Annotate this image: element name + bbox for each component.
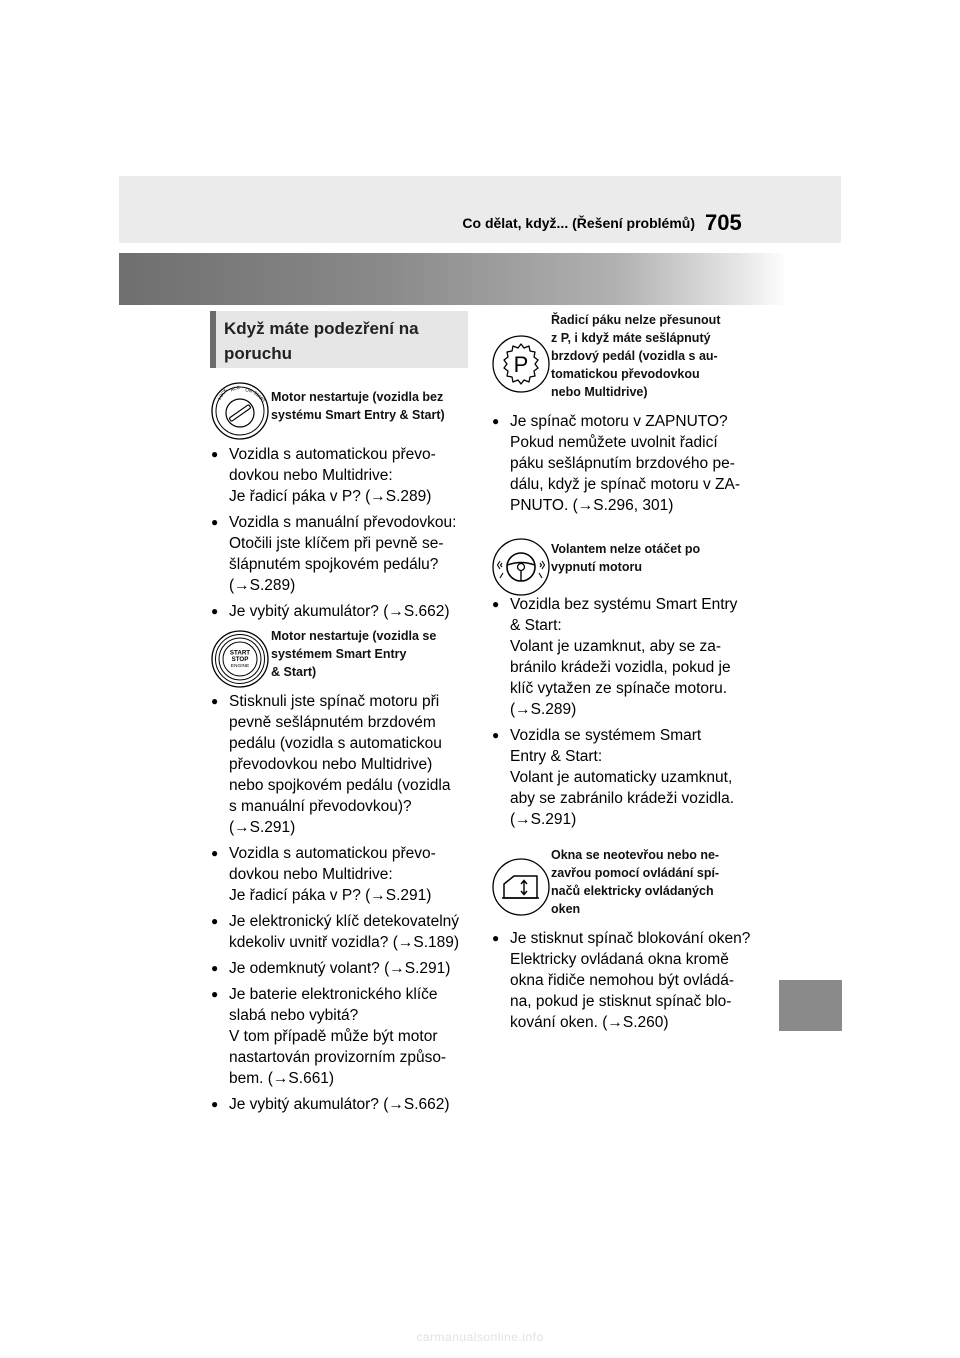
subhead-no-start-with-smart-entry: [271, 627, 471, 681]
subhead-line: tomatickou převodovkou: [551, 367, 700, 381]
ignition-key-icon: [210, 381, 270, 441]
chapter-side-tab: [779, 980, 842, 1031]
list-item: [211, 911, 471, 953]
section-heading-line: poruchu: [224, 344, 292, 363]
stop-label: STOP: [231, 656, 249, 663]
steering-wheel-lock-icon: [491, 537, 551, 597]
subhead-steering-wheel-locked: [551, 540, 761, 576]
list-item-line: Entry & Start:: [510, 748, 603, 765]
list-item-line: nebo spojkovém pedálu (vozidla: [229, 777, 451, 794]
subhead-line: zavřou pomocí ovládání spí-: [551, 866, 720, 880]
bullet-list: [492, 411, 762, 521]
list-item-line: (→S.289): [229, 577, 296, 594]
start-label: START: [229, 649, 251, 657]
list-item: [211, 691, 471, 838]
list-item-line: (→S.291): [510, 811, 577, 828]
list-item-line: aby se zabránilo krádeži vozidla.: [510, 790, 735, 807]
list-item-line: V tom případě může být motor: [229, 1028, 438, 1045]
subhead-line: systému Smart Entry & Start): [271, 408, 445, 422]
list-item: [211, 512, 471, 596]
subhead-windows-not-working: [551, 846, 761, 918]
list-item-line: bem. (→S.661): [229, 1070, 335, 1087]
power-window-icon: [491, 857, 551, 917]
list-item-line: (→S.289): [510, 701, 577, 718]
list-item-line: dovkou nebo Multidrive:: [229, 866, 393, 883]
subhead-line: brzdový pedál (vozidla s au-: [551, 349, 718, 363]
engine-label: ENGINE: [230, 664, 250, 669]
page-header-title: Co dělat, když... (Řešení problémů): [462, 215, 695, 231]
list-item-line: Je řadicí páka v P? (→S.289): [229, 488, 432, 505]
page-number: 705: [705, 210, 742, 235]
list-item-line: páku sešlápnutím brzdového pe-: [510, 455, 735, 472]
list-item: [211, 984, 471, 1089]
list-item-line: s manuální převodovkou)?: [229, 798, 412, 815]
bullet-list: [211, 691, 471, 1120]
bullet-list: [211, 444, 471, 627]
bullet-list: [492, 594, 762, 835]
list-item-line: ● Vozidla se systémem Smart: [510, 727, 702, 744]
list-item: [211, 1094, 471, 1115]
list-item-line: nastartován provizorním způso-: [229, 1049, 447, 1066]
list-item-line: na, pokud je stisknut spínač blo-: [510, 993, 732, 1010]
ignition-label-lock: LOCK: [216, 387, 228, 401]
list-item-line: ● Je odemknutý volant? (→S.291): [229, 960, 451, 977]
list-item: [211, 444, 471, 507]
subhead-line: Okna se neotevřou nebo ne-: [551, 848, 720, 862]
list-item: [211, 601, 471, 622]
subhead-line: Motor nestartuje (vozidla bez: [271, 390, 444, 404]
watermark: carmanualsonline.info: [416, 1330, 544, 1344]
subhead-line: Motor nestartuje (vozidla se: [271, 629, 437, 643]
list-item-line: & Start:: [510, 617, 562, 634]
list-item: [492, 594, 762, 720]
section-heading-line: Když máte podezření na: [224, 319, 419, 338]
list-item-line: dálu, když je spínač motoru v ZA-: [510, 476, 741, 493]
subhead-no-start-without-smart-entry: [271, 388, 471, 424]
chapter-band: [119, 253, 787, 305]
subhead-line: systémem Smart Entry: [271, 647, 407, 661]
list-item-line: ● Vozidla bez systému Smart Entry: [510, 596, 738, 613]
list-item-line: okna řidiče nemohou být ovládá-: [510, 972, 735, 989]
list-item-line: Elektricky ovládaná okna kromě: [510, 951, 729, 968]
section-heading: [210, 311, 468, 368]
list-item-line: převodovkou nebo Multidrive): [229, 756, 433, 773]
list-item-line: pedálu (vozidla s automatickou: [229, 735, 442, 752]
shift-lever-p-gear-icon: [491, 334, 551, 394]
list-item-line: Otočili jste klíčem při pevně se-: [229, 535, 444, 552]
list-item-line: ● Je baterie elektronického klíče: [229, 986, 438, 1003]
list-item-line: Volant je automaticky uzamknut,: [510, 769, 733, 786]
subhead-line: vypnutí motoru: [551, 560, 642, 574]
list-item-line: Je řadicí páka v P? (→S.291): [229, 887, 432, 904]
subhead-line: načů elektricky ovládaných: [551, 884, 714, 898]
subhead-line: nebo Multidrive): [551, 385, 648, 399]
bullet-list: [492, 928, 767, 1038]
ignition-label-acc: ACC: [229, 384, 241, 393]
ignition-label-on: ON: [244, 387, 253, 394]
list-item: [492, 928, 767, 1033]
list-item-line: bránilo krádeži vozidla, pokud je: [510, 659, 731, 676]
list-item-line: šlápnutém spojkovém pedálu?: [229, 556, 439, 573]
list-item-line: ● Vozidla s automatickou převo-: [229, 845, 436, 862]
list-item: [211, 958, 471, 979]
list-item-line: pevně sešlápnutém brzdovém: [229, 714, 436, 731]
list-item-line: (→S.291): [229, 819, 296, 836]
subhead-line: oken: [551, 902, 581, 916]
list-item-line: kdekoliv uvnitř vozidla? (→S.189): [229, 934, 460, 951]
list-item-line: ● Vozidla s automatickou převo-: [229, 446, 436, 463]
subhead-line: Volantem nelze otáčet po: [551, 542, 701, 556]
list-item-line: ● Je spínač motoru v ZAPNUTO?: [510, 413, 728, 430]
list-item-line: ● Stisknuli jste spínač motoru při: [229, 693, 440, 710]
list-item-line: PNUTO. (→S.296, 301): [510, 497, 674, 514]
list-item-line: ● Je stisknut spínač blokování oken?: [510, 930, 751, 947]
list-item: [492, 725, 762, 830]
list-item: [492, 411, 762, 516]
list-item-line: dovkou nebo Multidrive:: [229, 467, 393, 484]
list-item-line: kování oken. (→S.260): [510, 1014, 669, 1031]
list-item-line: ● Je vybitý akumulátor? (→S.662): [229, 1096, 450, 1113]
list-item-line: slabá nebo vybitá?: [229, 1007, 359, 1024]
ignition-label-start: START: [252, 390, 267, 404]
list-item-line: ● Je vybitý akumulátor? (→S.662): [229, 603, 450, 620]
list-item-line: klíč vytažen ze spínače motoru.: [510, 680, 728, 697]
list-item-line: Pokud nemůžete uvolnit řadicí: [510, 434, 718, 451]
list-item: [211, 843, 471, 906]
list-item-line: Volant je uzamknut, aby se za-: [510, 638, 722, 655]
list-item-line: ● Vozidla s manuální převodovkou:: [229, 514, 457, 531]
p-gear-label: P: [513, 352, 529, 377]
subhead-line: Řadicí páku nelze přesunout: [551, 313, 721, 327]
engine-start-stop-button-icon: [210, 629, 270, 689]
list-item-line: ● Je elektronický klíč detekovatelný: [229, 913, 460, 930]
subhead-shift-lever-stuck: [551, 311, 761, 401]
subhead-line: & Start): [271, 665, 317, 679]
subhead-line: z P, i když máte sešlápnutý: [551, 331, 711, 345]
